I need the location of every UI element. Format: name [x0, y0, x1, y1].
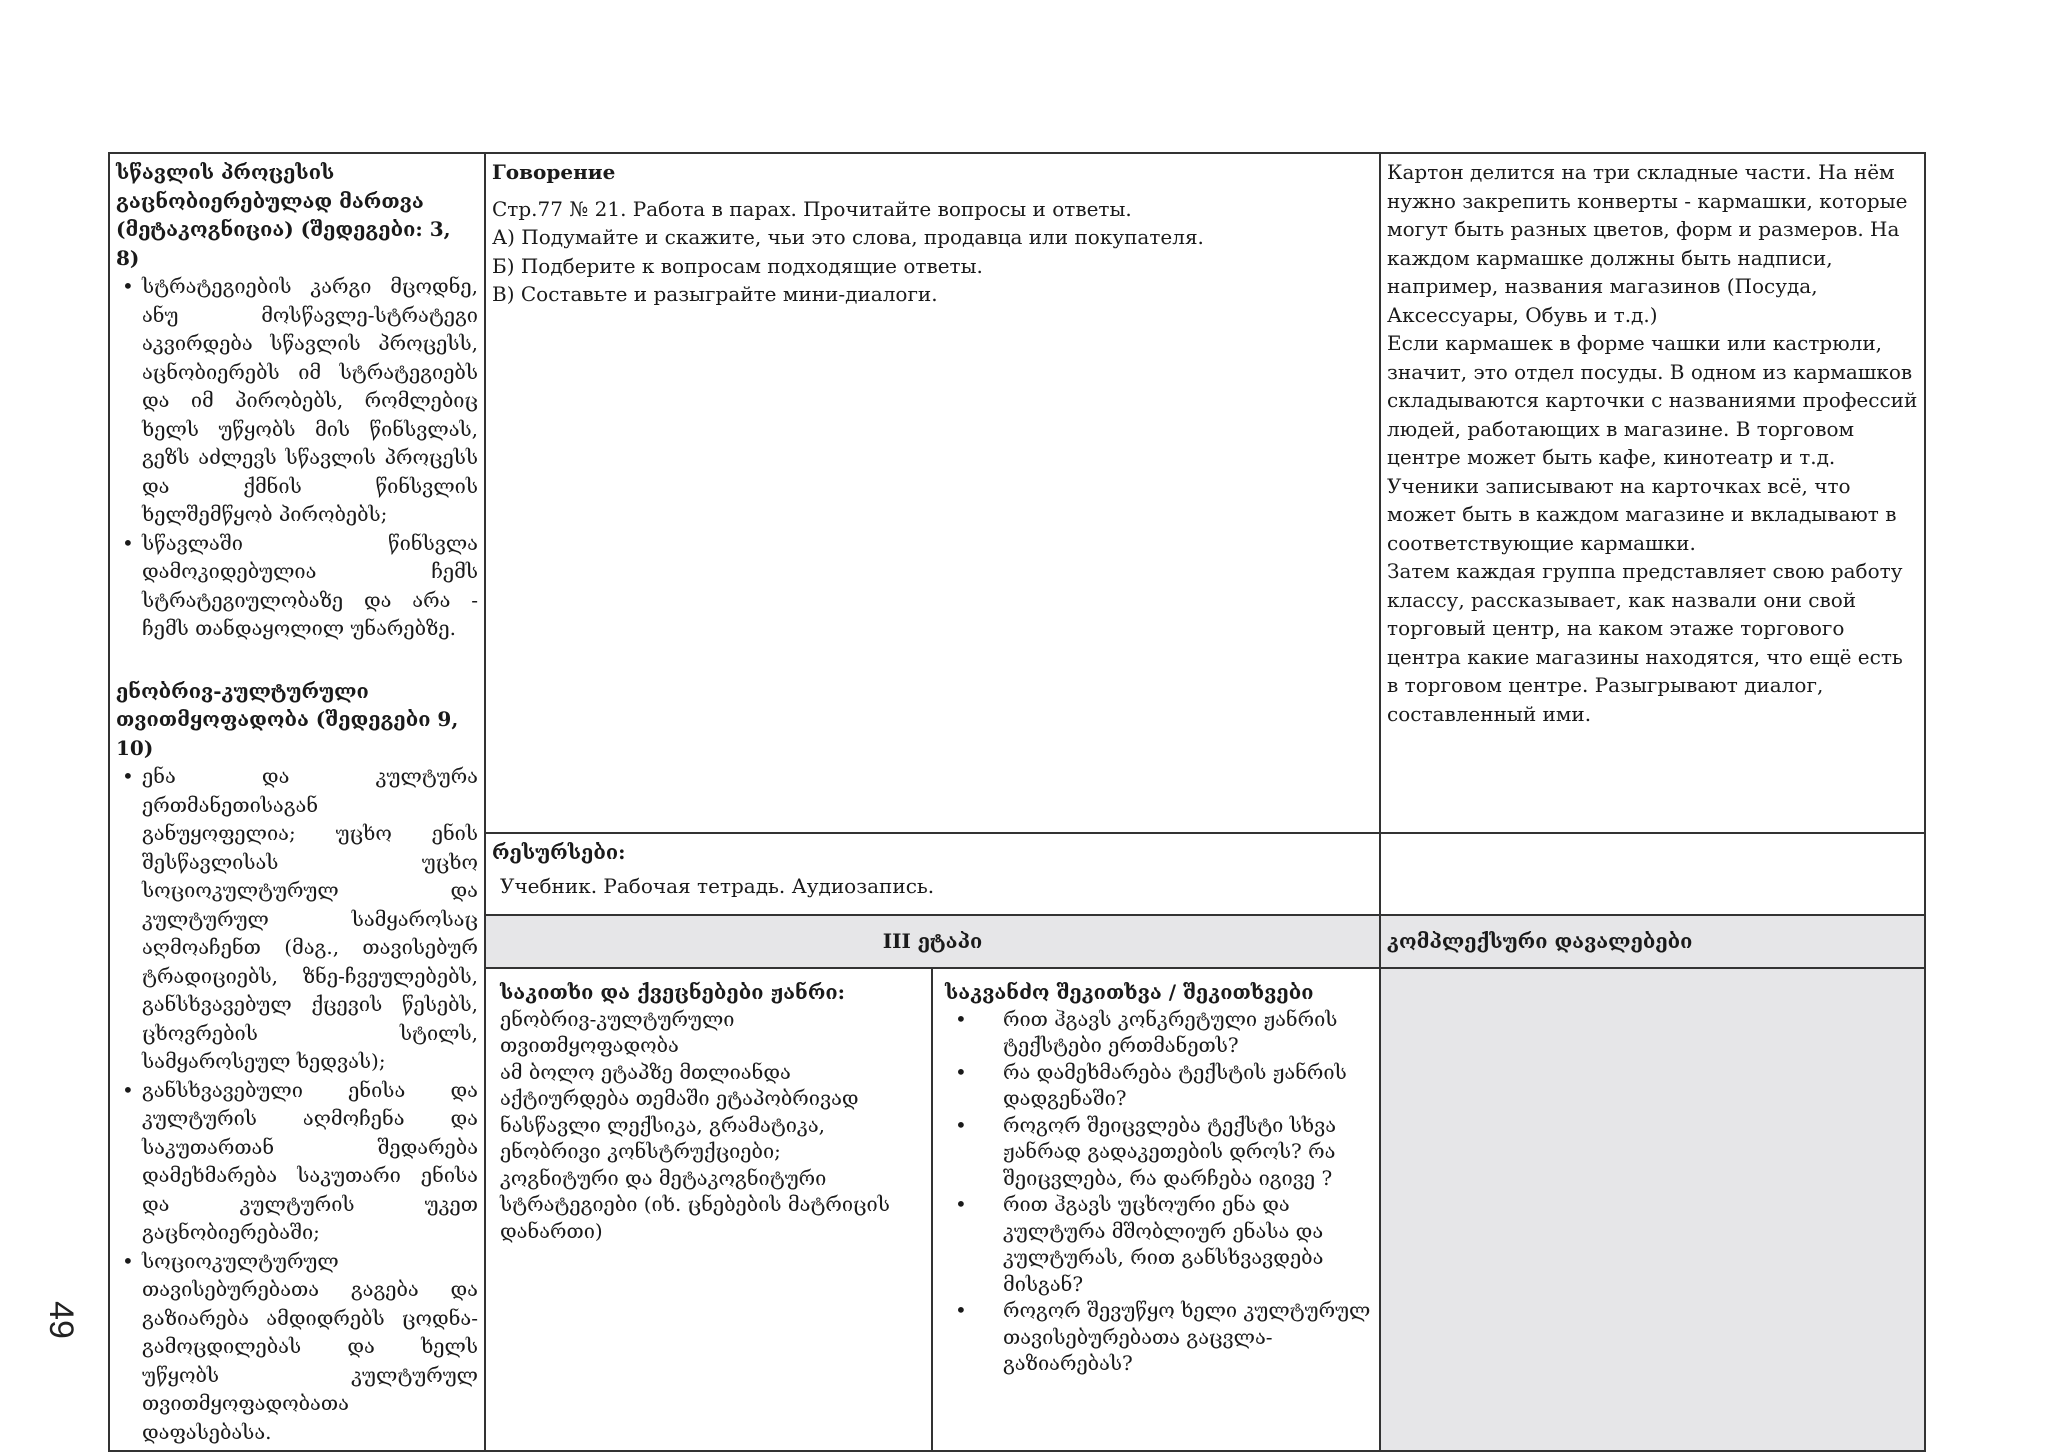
list-item: • როგორ შევუწყო ხელი კულტურულ თავისებურებათა გაცვლა-გაზიარებას?	[1003, 1297, 1373, 1377]
key-questions-cell	[932, 968, 1380, 1451]
topics-cell	[485, 968, 932, 1451]
metacognition-bullets	[116, 272, 478, 643]
activity-line: Б) Подберите к вопросам подходящие ответы.	[492, 253, 983, 278]
topic-line: სტრატეგიები (იხ. ცნებების მატრიცის	[500, 1192, 890, 1217]
activity-line: А) Подумайте и скажите, чьи это слова, продавца или покупателя.	[492, 225, 1204, 249]
page-number: 49	[42, 1301, 80, 1339]
list-item: • როგორ შეიცვლება ტექსტი სხვა ჟანრად გადაკეთების დროს? რა შეიცვლება, რა დარჩება იგივე ?	[1003, 1112, 1373, 1192]
topics-title: საკითხი და ქვეცნებები ჟანრი:	[500, 980, 846, 1005]
topic-line: თვითმყოფადობა	[500, 1033, 679, 1058]
complex-tasks-label: კომპლექსური დავალებები	[1380, 915, 1925, 969]
metacognition-heading: სწავლის პროცესის გაცნობიერებულად მართვა (მეტაკოგნიცია) (შედეგები: 3, 8)	[116, 160, 451, 270]
complex-tasks-cell	[1380, 968, 1925, 1451]
resources-text: Учебник. Рабочая тетрадь. Аудиозапись.	[500, 874, 935, 899]
resources-title: რესურსები:	[492, 839, 626, 864]
speaking-activity-cell	[485, 153, 1380, 833]
speaking-title: Говорение	[492, 160, 616, 184]
left-column-cell	[109, 153, 485, 1451]
list-item: • განსხვავებული ენისა და კულტურის აღმოჩენა და საკუთართან შედარება დამეხმარება საკუთარი ენისა და კულტურის უკეთ გაცნობიერებაში;	[142, 1076, 478, 1247]
topic-line: ენობრივ-კულტურული	[500, 1006, 735, 1031]
list-item: • სტრატეგიების კარგი მცოდნე, ანუ მოსწავლე-სტრატეგი აკვირდება სწავლის პროცესს, აცნობიერებს იმ სტრატეგიებს და იმ პირობებს, რომლებიც ხელს უწყობს მის წინსვლას, გეზს აძლევს სწავლის პროცესს და ქმნის წინსვლის ხელშემწყობ პირობებს;	[142, 272, 478, 529]
key-questions-title: საკვანძო შეკითხვა / შეკითხვები	[945, 980, 1314, 1005]
list-item: • რით ჰგავს უცხოური ენა და კულტურა მშობლიურ ენასა და კულტურას, რით განსხვავდება მისგან?	[1003, 1191, 1373, 1297]
activity-line: Стр.77 № 21. Работа в парах. Прочитайте вопросы и ответы.	[492, 196, 1132, 221]
list-item: • სოციოკულტურულ თავისებურებათა გაგება და გაზიარება ამდიდრებს ცოდნა-გამოცდილებას და ხელს უწყობს კულტურულ თვითმყოფადობათა დაფასებასა.	[142, 1247, 478, 1447]
topic-line: ნასწავლი ლექსიკა, გრამატიკა,	[500, 1112, 825, 1137]
description-paragraph: Если кармашек в форме чашки или кастрюли, значит, это отдел посуды. В одном из кармашков складываются карточки с названиями профессий людей, работающих в магазине. В торговом центре может быть кафе, кинотеатр и т.д.	[1387, 331, 1918, 469]
activity-line: В) Составьте и разыграйте мини-диалоги.	[492, 282, 938, 306]
topic-line: აქტიურდება თემაში ეტაპობრივად	[500, 1086, 859, 1111]
lesson-plan-table	[108, 152, 1926, 1452]
topic-line: დანართი)	[500, 1218, 603, 1243]
description-paragraph: Ученики записывают на карточках всё, что может быть в каждом магазине и вкладывают в соответствующие кармашки.	[1387, 473, 1897, 555]
cultural-identity-bullets	[116, 762, 478, 1446]
resources-empty-cell	[1380, 833, 1925, 915]
stage-label: III ეტაპი	[485, 915, 1380, 969]
list-item: • სწავლაში წინსვლა დამოკიდებულია ჩემს სტრატეგიულობაზე და არა - ჩემს თანდაყოლილ უნარებზე.	[142, 529, 478, 643]
list-item: • რით ჰგავს კონკრეტული ჟანრის ტექსტები ერთმანეთს?	[1003, 1006, 1373, 1059]
key-questions-list	[945, 1006, 1373, 1377]
activity-description-cell	[1380, 153, 1925, 833]
topic-line: კოგნიტური და მეტაკოგნიტური	[500, 1165, 827, 1190]
description-paragraph: Картон делится на три складные части. На нём нужно закрепить конверты - кармашки, которые могут быть разных цветов, форм и размеров. На каждом кармашке должны быть надписи, например, названия магазинов (Посуда, Аксессуары, Обувь и т.д.)	[1387, 160, 1908, 327]
topic-line: ამ ბოლო ეტაპზე მთლიანდა	[500, 1059, 791, 1084]
description-paragraph: Затем каждая группа представляет свою работу классу, рассказывает, как назвали они свой торговый центр, на каком этаже торгового центра какие магазины находятся, что ещё есть в торговом центре. Разыгрывают диалог, составленный ими.	[1387, 559, 1903, 726]
cultural-identity-heading: ენობრივ-კულტურული თვითმყოფადობა (შედეგები 9, 10)	[116, 678, 459, 760]
resources-cell	[485, 833, 1380, 915]
topic-line: ენობრივი კონსტრუქციები;	[500, 1139, 781, 1164]
list-item: • ენა და კულტურა ერთმანეთისაგან განუყოფელია; უცხო ენის შესწავლისას უცხო სოციოკულტურულ და კულტურულ სამყაროსაც აღმოაჩენთ (მაგ., თავისებურ ტრადიციებს, ზნე-ჩვეულებებს, განსხვავებულ ქცევის წესებს, ცხოვრების სტილს, სამყაროსეულ ხედვას);	[142, 762, 478, 1076]
list-item: • რა დამეხმარება ტექსტის ჟანრის დადგენაში?	[1003, 1059, 1373, 1112]
